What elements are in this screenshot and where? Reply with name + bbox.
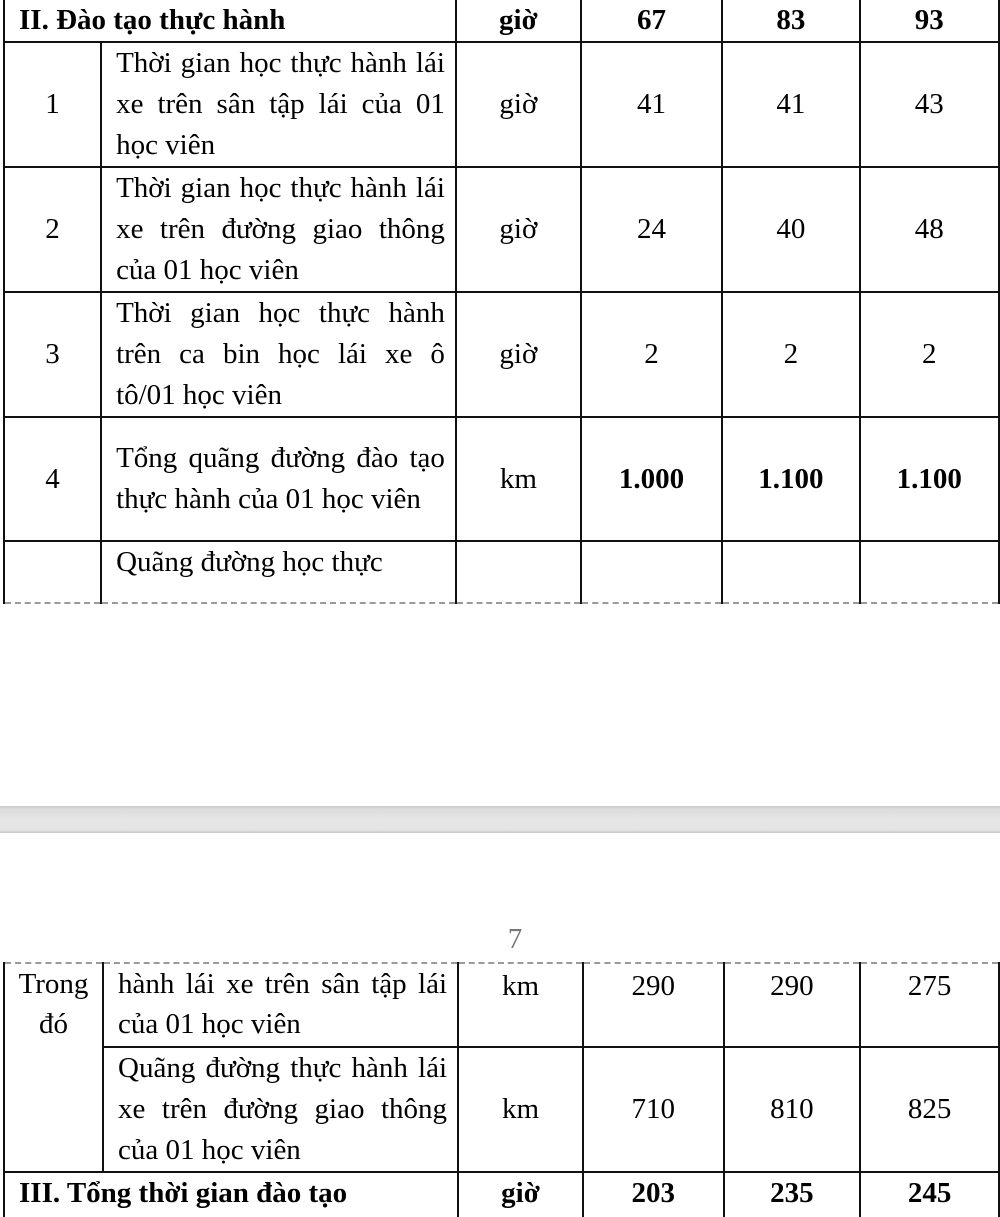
row-unit: giờ <box>456 42 581 167</box>
section-iii-value-3: 245 <box>860 1172 999 1217</box>
row-unit: km <box>456 417 581 541</box>
row-value-1: 290 <box>583 963 724 1047</box>
row-description: Tổng quãng đường đào tạo thực hành của 01 học viên <box>101 417 456 541</box>
table-row <box>4 292 999 417</box>
row-unit: km <box>458 1047 583 1172</box>
row-value-3: 825 <box>860 1047 999 1172</box>
section-iii-unit: giờ <box>458 1172 583 1217</box>
row-value-1: 710 <box>583 1047 724 1172</box>
section-iii-value-2: 235 <box>724 1172 861 1217</box>
section-ii-row <box>4 0 999 42</box>
table-row <box>4 417 999 541</box>
section-ii-value-2: 83 <box>722 0 859 42</box>
row-description: Quãng đường học thực <box>101 541 456 603</box>
row-value-1: 41 <box>581 42 722 167</box>
trong-do-label: Trong đó <box>4 963 103 1172</box>
row-unit: giờ <box>456 167 581 292</box>
row-value-3: 2 <box>860 292 999 417</box>
row-value-2-empty <box>722 541 859 603</box>
row-number: 1 <box>4 42 101 167</box>
table-row <box>4 42 999 167</box>
row-description: Quãng đường thực hành lái xe trên đường giao thông của 01 học viên <box>103 1047 458 1172</box>
row-value-1: 2 <box>581 292 722 417</box>
row-value-3: 43 <box>860 42 999 167</box>
row-description: Thời gian học thực hành lái xe trên sân tập lái của 01 học viên <box>101 42 456 167</box>
section-iii-row <box>4 1172 999 1217</box>
row-value-1: 1.000 <box>581 417 722 541</box>
row-value-3: 48 <box>860 167 999 292</box>
row-unit: giờ <box>456 292 581 417</box>
page-number: 7 <box>507 923 523 955</box>
section-ii-value-1: 67 <box>581 0 722 42</box>
row-value-2: 290 <box>724 963 861 1047</box>
row-description: Thời gian học thực hành lái xe trên đường giao thông của 01 học viên <box>101 167 456 292</box>
row-value-2: 41 <box>722 42 859 167</box>
section-ii-value-3: 93 <box>860 0 999 42</box>
row-unit-empty <box>456 541 581 603</box>
row-value-2: 810 <box>724 1047 861 1172</box>
row-number: 3 <box>4 292 101 417</box>
training-table-part-1 <box>3 0 1000 604</box>
section-ii-unit: giờ <box>456 0 581 42</box>
table-row <box>4 1047 999 1172</box>
row-number-empty <box>4 541 101 603</box>
row-value-2: 1.100 <box>722 417 859 541</box>
row-number: 2 <box>4 167 101 292</box>
row-unit: km <box>458 963 583 1047</box>
training-table-part-2 <box>3 962 1000 1217</box>
row-value-3-empty <box>860 541 999 603</box>
row-description: hành lái xe trên sân tập lái của 01 học viên <box>103 963 458 1047</box>
page-break-separator <box>0 806 1000 833</box>
row-value-3: 275 <box>860 963 999 1047</box>
row-value-1-empty <box>581 541 722 603</box>
row-number: 4 <box>4 417 101 541</box>
row-value-2: 40 <box>722 167 859 292</box>
row-description: Thời gian học thực hành trên ca bin học lái xe ô tô/01 học viên <box>101 292 456 417</box>
row-value-2: 2 <box>722 292 859 417</box>
row-value-3: 1.100 <box>860 417 999 541</box>
section-iii-label: III. Tổng thời gian đào tạo <box>4 1172 458 1217</box>
row-value-1: 24 <box>581 167 722 292</box>
section-ii-label: II. Đào tạo thực hành <box>4 0 456 42</box>
table-row-split <box>4 541 999 603</box>
table-row <box>4 167 999 292</box>
document-page-2 <box>0 833 1000 1214</box>
section-iii-value-1: 203 <box>583 1172 724 1217</box>
table-row <box>4 963 999 1047</box>
